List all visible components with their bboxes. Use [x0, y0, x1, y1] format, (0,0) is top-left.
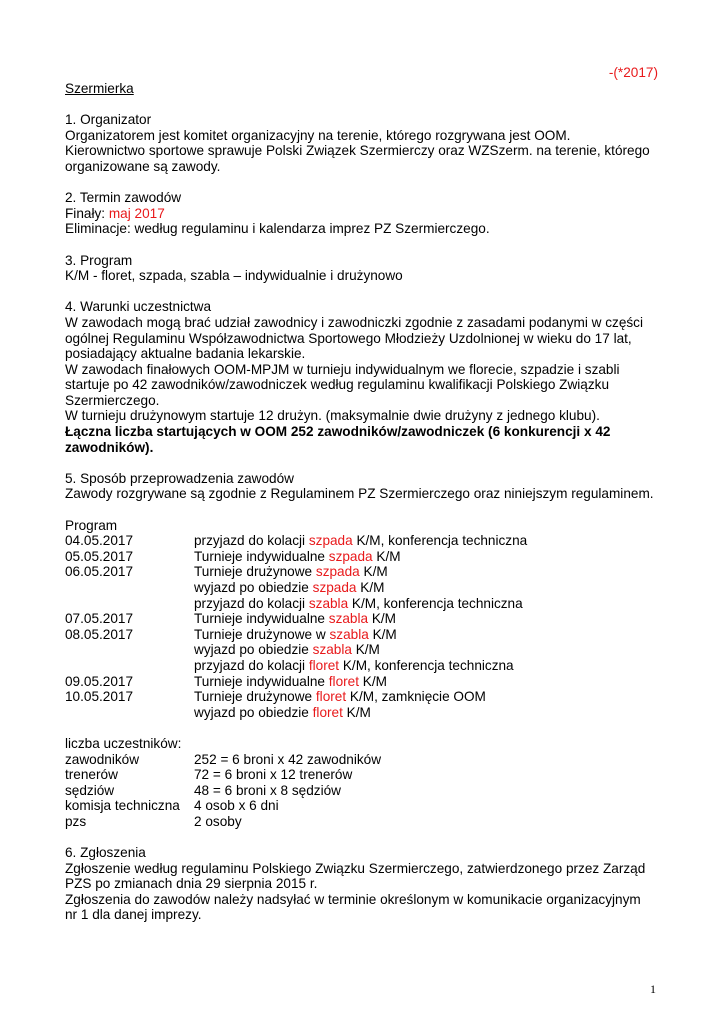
schedule-event: wyjazd po obiedzie floret K/M	[194, 704, 371, 720]
participants-label: sędziów	[65, 782, 115, 798]
weapon-name: floret	[312, 704, 343, 720]
schedule-date: 08.05.2017	[65, 626, 134, 642]
participants-table	[65, 752, 665, 830]
participants-value: 252 = 6 broni x 42 zawodników	[194, 751, 382, 767]
finals-line	[65, 206, 665, 222]
schedule-date	[65, 596, 194, 612]
conditions-line: ogólnej Regulaminu Współzawodnictwa Sportowego Młodzieży Uzdolnionej w wieku do 17 lat,	[65, 330, 632, 346]
participants-value: 2 osoby	[194, 813, 242, 829]
participants-value: 4 osob x 6 dni	[194, 798, 279, 814]
weapon-name: szabla	[312, 642, 352, 658]
participants-value: 48 = 6 broni x 8 sędziów	[194, 782, 341, 798]
schedule-row	[65, 564, 665, 580]
schedule-date	[65, 580, 194, 596]
registration-line: PZS po zmianach dnia 29 sierpnia 2015 r.	[65, 876, 318, 892]
conditions-line: W zawodach finałowych OOM-MPJM w turnieju indywidualnym we florecie, szpadzie i szabli	[65, 361, 620, 377]
schedule-event: przyjazd do kolacji szabla K/M, konferencja techniczna	[194, 595, 523, 611]
schedule-event: Turnieje indywidualne floret K/M	[194, 673, 387, 689]
schedule-date: 09.05.2017	[65, 673, 134, 689]
program-heading: 3. Program	[65, 252, 133, 268]
weapon-name: floret	[328, 673, 359, 689]
schedule-date: 05.05.2017	[65, 548, 134, 564]
method-text: Zawody rozgrywane są zgodnie z Regulaminem PZ Szermierczego oraz niniejszym regulaminem.	[65, 486, 654, 502]
organizer-heading: 1. Organizator	[65, 112, 152, 128]
year-tag: -(*2017)	[608, 65, 658, 80]
schedule-event: Turnieje indywidualne szabla K/M	[194, 611, 397, 627]
weapon-name: szpada	[308, 533, 353, 549]
schedule-row	[65, 705, 665, 721]
conditions-line: startuje po 42 zawodników/zawodniczek według regulaminu kwalifikacji Polskiego Związku	[65, 377, 610, 393]
document-title: Szermierka	[65, 81, 134, 96]
schedule-heading: Program	[65, 517, 118, 533]
schedule-event: przyjazd do kolacji szpada K/M, konferencja techniczna	[194, 533, 528, 549]
schedule-event: Turnieje drużynowe szpada K/M	[194, 564, 388, 580]
schedule-event: wyjazd po obiedzie szabla K/M	[194, 642, 380, 658]
weapon-name: szabla	[328, 611, 369, 627]
program-text: K/M - floret, szpada, szabla – indywidualnie i drużynowo	[65, 268, 403, 284]
participants-row	[65, 752, 665, 768]
participants-label: pzs	[65, 813, 87, 829]
document-body	[65, 81, 665, 923]
total-participants-line: zawodników).	[65, 439, 154, 455]
registration-line: Zgłoszenia do zawodów należy nadsyłać w terminie określonym w komunikacie organizacyjnym	[65, 891, 641, 907]
schedule-row	[65, 596, 665, 612]
schedule-date: 04.05.2017	[65, 533, 134, 549]
schedule-event: Turnieje drużynowe w szabla K/M	[194, 626, 397, 642]
weapon-name: szabla	[308, 595, 349, 611]
schedule-table	[65, 533, 665, 720]
conditions-line: posiadający aktualne badania lekarskie.	[65, 346, 306, 362]
finals-value: maj 2017	[108, 205, 165, 221]
participants-heading: liczba uczestników:	[65, 735, 182, 751]
participants-value: 72 = 6 broni x 12 trenerów	[194, 767, 353, 783]
schedule-date	[65, 642, 194, 658]
organizer-line: Organizatorem jest komitet organizacyjny na terenie, którego rozgrywana jest OOM.	[65, 127, 571, 143]
registration-line: nr 1 dla danej imprezy.	[65, 907, 202, 923]
schedule-row	[65, 580, 665, 596]
finals-label: Finały:	[65, 205, 109, 221]
participants-row	[65, 798, 665, 814]
schedule-date	[65, 705, 194, 721]
weapon-name: szpada	[328, 548, 373, 564]
schedule-event: Turnieje drużynowe floret K/M, zamknięcie OOM	[194, 689, 486, 705]
schedule-row	[65, 642, 665, 658]
total-participants-line: Łączna liczba startujących w OOM 252 zawodników/zawodniczek (6 konkurencji x 42	[65, 424, 611, 440]
participants-label: zawodników	[65, 751, 140, 767]
conditions-line: W zawodach mogą brać udział zawodnicy i zawodniczki zgodnie z zasadami podanymi w części	[65, 314, 643, 330]
schedule-event: wyjazd po obiedzie szpada K/M	[194, 580, 385, 595]
weapon-name: szpada	[315, 564, 360, 580]
schedule-row	[65, 549, 665, 565]
schedule-row	[65, 627, 665, 643]
schedule-row	[65, 658, 665, 674]
schedule-row	[65, 674, 665, 690]
conditions-heading: 4. Warunki uczestnictwa	[65, 299, 212, 315]
conditions-line: W turnieju drużynowym startuje 12 drużyn. (maksymalnie dwie drużyny z jednego klubu).	[65, 408, 600, 424]
participants-label: trenerów	[65, 767, 118, 783]
organizer-line: Kierownictwo sportowe sprawuje Polski Związek Szermierczy oraz WZSzerm. na terenie, którego	[65, 143, 650, 159]
schedule-date: 07.05.2017	[65, 611, 134, 627]
schedule-row	[65, 689, 665, 705]
organizer-line: organizowane są zawody.	[65, 158, 221, 174]
participants-label: komisja techniczna	[65, 798, 180, 814]
weapon-name: szabla	[329, 626, 369, 642]
schedule-event: Turnieje indywidualne szpada K/M	[194, 548, 401, 564]
schedule-row	[65, 533, 665, 549]
registration-heading: 6. Zgłoszenia	[65, 845, 146, 861]
schedule-date	[65, 658, 194, 674]
weapon-name: floret	[315, 689, 347, 705]
conditions-line: Szermierczego.	[65, 392, 160, 408]
schedule-date: 06.05.2017	[65, 564, 134, 580]
weapon-name: floret	[308, 657, 340, 673]
participants-row	[65, 783, 665, 799]
eliminations-line: Eliminacje: według regulaminu i kalendarza imprez PZ Szermierczego.	[65, 221, 490, 237]
participants-row	[65, 767, 665, 783]
schedule-event: przyjazd do kolacji floret K/M, konferencja techniczna	[194, 657, 514, 673]
method-heading: 5. Sposób przeprowadzenia zawodów	[65, 470, 294, 486]
weapon-name: szpada	[312, 580, 357, 595]
page-number: 1	[650, 982, 656, 996]
term-heading: 2. Termin zawodów	[65, 190, 182, 206]
schedule-date: 10.05.2017	[65, 689, 134, 705]
registration-line: Zgłoszenie według regulaminu Polskiego Związku Szermierczego, zatwierdzonego przez Zarząd	[65, 860, 646, 876]
participants-row	[65, 814, 665, 830]
schedule-row	[65, 611, 665, 627]
